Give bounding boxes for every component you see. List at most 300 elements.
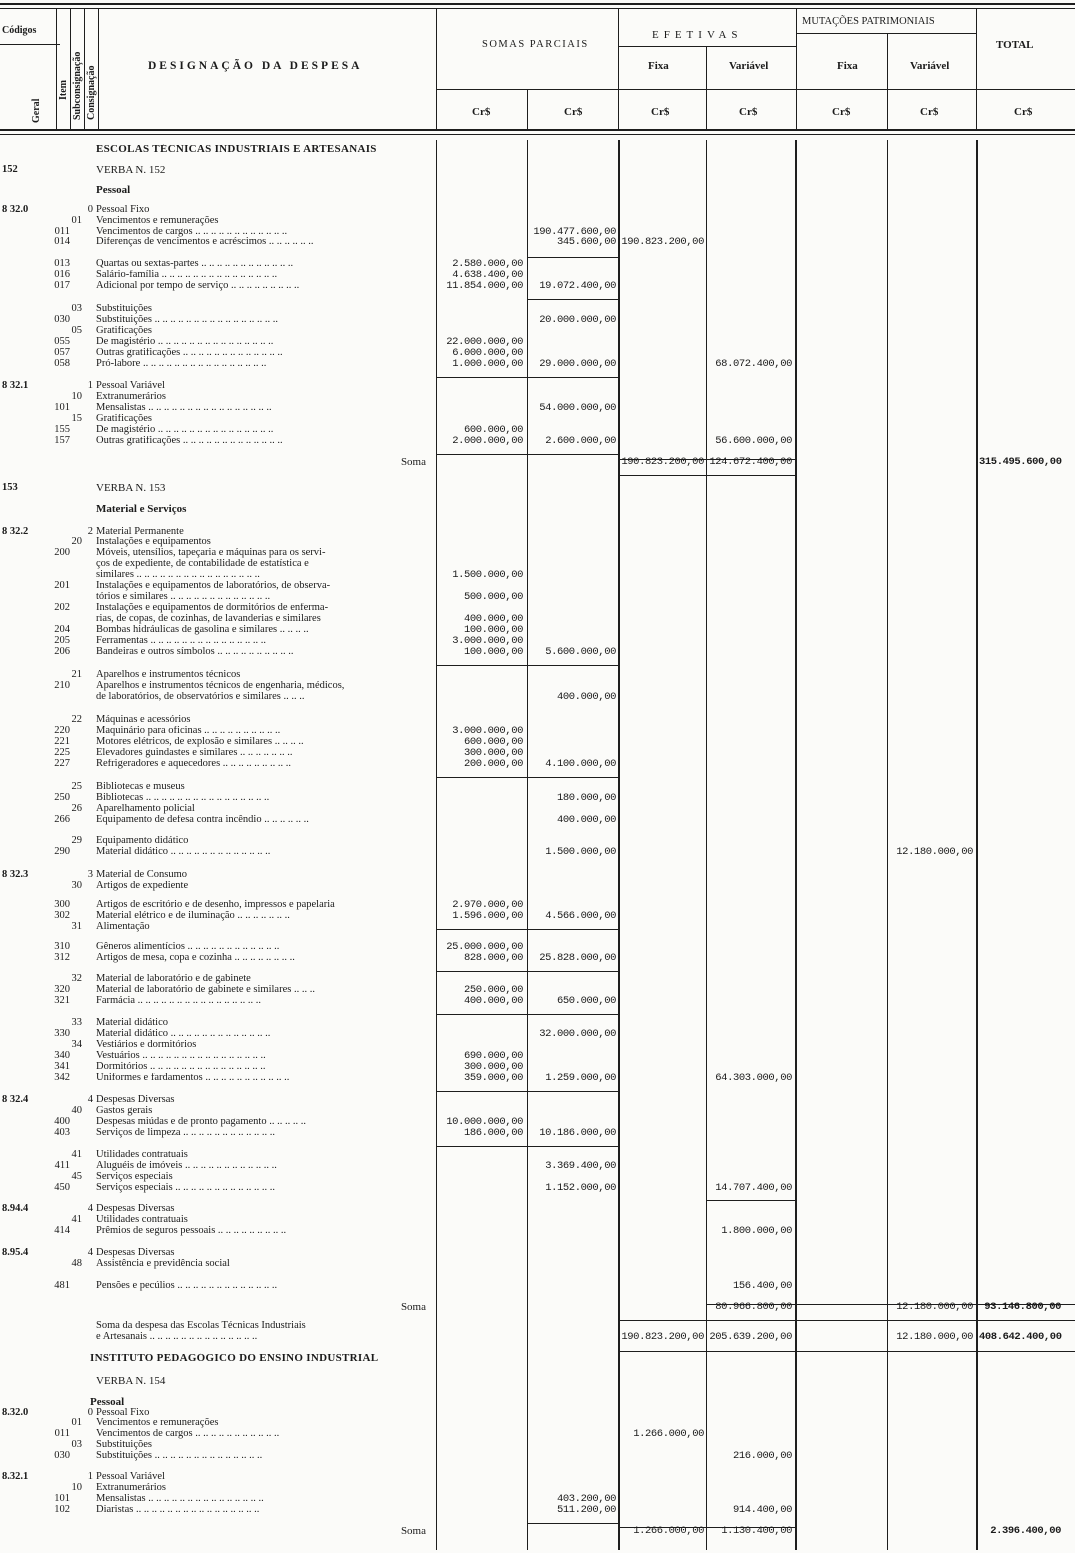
code-subconsignacao: 10	[71, 391, 82, 402]
partial-rule-10	[436, 1091, 618, 1092]
expense-designation: Gratificações	[96, 414, 152, 424]
code-item: 220	[54, 725, 70, 736]
partial-sum-2: 10.186.000,00	[539, 1127, 616, 1139]
code-geral: 153	[2, 482, 18, 493]
code-subconsignacao: 25	[71, 781, 82, 792]
header-consignacao: Consignação	[86, 65, 97, 120]
expense-designation: Substituições	[96, 1440, 153, 1450]
header-currency-p1: Cr$	[472, 106, 491, 118]
expense-designation: Quartas ou sextas-partes .. .. .. .. .. .. .. .. .. .. .. ..	[96, 259, 294, 269]
header-currency-mf: Cr$	[832, 106, 851, 118]
code-subconsignacao: 34	[71, 1039, 82, 1050]
expense-designation: Mensalistas .. .. .. .. .. .. .. .. .. .. .. .. .. .. ..	[96, 1494, 264, 1504]
header-rule-mutacoes	[796, 33, 976, 34]
partial-rule-8	[436, 971, 618, 972]
expense-designation: Uniformes e fardamentos .. .. .. .. .. .. .. .. .. .. ..	[96, 1073, 290, 1083]
code-item: 403	[54, 1127, 70, 1138]
expense-designation: Despesas Diversas	[96, 1248, 175, 1258]
expense-designation: Gratificações	[96, 326, 152, 336]
expense-designation: VERBA N. 152	[96, 165, 166, 176]
partial-sum-1: 828.000,00	[463, 952, 523, 964]
partial-sum-2: 1.259.000,00	[545, 1072, 616, 1084]
code-item: 290	[54, 846, 70, 857]
expense-designation: Serviços de limpeza .. .. .. .. .. .. .. .. .. .. .. ..	[96, 1128, 276, 1138]
partial-sum-2: 3.369.400,00	[545, 1160, 616, 1172]
partial-sum-2: 180.000,00	[556, 792, 616, 804]
code-subconsignacao: 21	[71, 669, 82, 680]
header-rule-currency	[436, 89, 1075, 90]
total-value: 408.642.400,00	[979, 1331, 1062, 1343]
code-item: 250	[54, 792, 70, 803]
code-item: 266	[54, 814, 70, 825]
header-rule-codes	[0, 44, 60, 45]
expense-designation: Artigos de mesa, copa e cozinha .. .. .. .. .. .. .. ..	[96, 953, 295, 963]
code-geral: 8 32.4	[2, 1094, 29, 1105]
partial-sum-1: 2.000.000,00	[452, 435, 523, 447]
partial-sum-1: 500.000,00	[463, 591, 523, 603]
expense-designation: Gêneros alimentícios .. .. .. .. .. .. .. .. .. .. .. ..	[96, 942, 280, 952]
expense-designation: Vestuários .. .. .. .. .. .. .. .. .. .. .. .. .. .. .. ..	[96, 1051, 266, 1061]
partial-rule-3	[436, 377, 618, 378]
expense-designation: Pessoal Fixo	[96, 1408, 150, 1418]
partial-rule-4	[436, 454, 618, 455]
code-geral: 8 32.1	[2, 380, 29, 391]
code-item: 102	[54, 1504, 70, 1515]
expense-designation: Despesas Diversas	[96, 1204, 175, 1214]
header-col-line-mf	[887, 33, 888, 130]
code-item: 011	[54, 1428, 70, 1439]
partial-sum-1: 250.000,00	[463, 984, 523, 996]
code-item: 414	[54, 1225, 70, 1236]
code-item: 300	[54, 899, 70, 910]
code-item: 014	[54, 236, 70, 247]
code-geral: 8 32.2	[2, 526, 29, 537]
partial-sum-2: 403.200,00	[556, 1493, 616, 1505]
code-subconsignacao: 40	[71, 1105, 82, 1116]
code-item: 055	[54, 336, 70, 347]
total-value: 2.396.400,00	[990, 1525, 1061, 1537]
code-item: 201	[54, 580, 70, 591]
header-rule-efetivas	[618, 46, 796, 47]
code-item: 340	[54, 1050, 70, 1061]
expense-designation: Pessoal	[90, 1397, 125, 1408]
efetiva-fixa: 1.266.000,00	[633, 1428, 704, 1440]
soma-rule-153-bottom	[618, 1320, 1075, 1321]
code-consignacao: 3	[87, 869, 93, 880]
partial-rule-2	[527, 299, 618, 300]
partial-sum-1: 10.000.000,00	[446, 1116, 523, 1128]
expense-designation: Vencimentos de cargos .. .. .. .. .. .. .. .. .. .. ..	[96, 1429, 280, 1439]
expense-designation: VERBA N. 154	[96, 1376, 166, 1387]
efetiva-variavel: 80.966.800,00	[715, 1301, 792, 1313]
partial-sum-1: 3.000.000,00	[452, 635, 523, 647]
code-consignacao: 4	[87, 1247, 93, 1258]
expense-designation: Adicional por tempo de serviço .. .. .. .. .. .. .. .. ..	[96, 281, 300, 291]
code-item: 227	[54, 758, 70, 769]
header-efetivas: EFETIVAS	[652, 29, 743, 41]
code-subconsignacao: 45	[71, 1171, 82, 1182]
header-col-line-p2	[618, 9, 619, 130]
code-item: 030	[54, 314, 70, 325]
efetiva-variavel: 914.400,00	[732, 1504, 792, 1516]
expense-designation: Aparelhamento policial	[96, 804, 195, 814]
code-item: 221	[54, 736, 70, 747]
expense-designation: Material elétrico e de iluminação .. .. .. .. .. .. ..	[96, 911, 290, 921]
code-subconsignacao: 30	[71, 880, 82, 891]
expense-designation: Aluguéis de imóveis .. .. .. .. .. .. .. .. .. .. .. ..	[96, 1161, 277, 1171]
partial-sum-1: 25.000.000,00	[446, 941, 523, 953]
expense-designation: Outras gratificações .. .. .. .. .. .. .. .. .. .. .. .. ..	[96, 436, 283, 446]
efetiva-fixa: 1.266.000,00	[633, 1525, 704, 1537]
mutacao-variavel: 12.180.000,00	[896, 1331, 973, 1343]
partial-rule-5	[436, 665, 618, 666]
expense-designation: Pessoal Fixo	[96, 205, 150, 215]
expense-designation: Serviços especiais	[96, 1172, 173, 1182]
code-subconsignacao: 26	[71, 803, 82, 814]
expense-designation: Pessoal	[96, 185, 131, 196]
efetiva-variavel: 14.707.400,00	[715, 1182, 792, 1194]
code-consignacao: 1	[87, 380, 93, 391]
partial-sum-1: 690.000,00	[463, 1050, 523, 1062]
code-subconsignacao: 20	[71, 536, 82, 547]
expense-designation: Serviços especiais .. .. .. .. .. .. .. .. .. .. .. .. ..	[96, 1183, 276, 1193]
code-geral: 8.94.4	[2, 1203, 29, 1214]
expense-designation: Vencimentos de cargos .. .. .. .. .. .. .. .. .. .. .. ..	[96, 227, 288, 237]
partial-sum-1: 300.000,00	[463, 747, 523, 759]
partial-sum-2: 511.200,00	[556, 1504, 616, 1516]
expense-designation: Vestiários e dormitórios	[96, 1040, 197, 1050]
header-designacao: DESIGNAÇÃO DA DESPESA	[148, 60, 363, 72]
total-value: 315.495.600,00	[979, 456, 1062, 468]
header-currency-total: Cr$	[1014, 106, 1033, 118]
expense-designation: Maquinário para oficinas .. .. .. .. .. .. .. .. .. ..	[96, 726, 281, 736]
code-item: 400	[54, 1116, 70, 1127]
code-subconsignacao: 41	[71, 1214, 82, 1225]
partial-sum-1: 200.000,00	[463, 758, 523, 770]
header-efetivas-fixa: Fixa	[648, 60, 669, 72]
code-subconsignacao: 15	[71, 413, 82, 424]
body-col-line-mv	[887, 140, 888, 1550]
partial-sum-2: 20.000.000,00	[539, 314, 616, 326]
code-item: 011	[54, 226, 70, 237]
header-mutacoes-fixa: Fixa	[837, 60, 858, 72]
expense-designation: Material didático .. .. .. .. .. .. .. .. .. .. .. .. ..	[96, 1029, 271, 1039]
expense-designation: Utilidades contratuais	[96, 1215, 188, 1225]
partial-rule-13	[527, 1523, 618, 1524]
code-subconsignacao: 22	[71, 714, 82, 725]
code-item: 200	[54, 547, 70, 558]
expense-designation: Aparelhos e instrumentos técnicos de engenharia, médicos,	[96, 681, 345, 691]
expense-designation: Bibliotecas e museus	[96, 782, 185, 792]
header-currency-mv: Cr$	[920, 106, 939, 118]
header-bottom-rule	[0, 129, 1075, 131]
efetiva-variavel: 64.303.000,00	[715, 1072, 792, 1084]
expense-designation: Artigos de escritório e de desenho, impressos e papelaria	[96, 900, 335, 910]
expense-designation: Gastos gerais	[96, 1106, 153, 1116]
expense-designation: ços de expediente, de contabilidade de estatística e	[96, 559, 309, 569]
expense-designation: Artigos de expediente	[96, 881, 189, 891]
partial-sum-2: 32.000.000,00	[539, 1028, 616, 1040]
partial-sum-1: 100.000,00	[463, 646, 523, 658]
partial-rule-1	[527, 257, 618, 258]
code-item: 030	[54, 1450, 70, 1461]
code-item: 017	[54, 280, 70, 291]
code-item: 320	[54, 984, 70, 995]
expense-designation: Vencimentos e remunerações	[96, 216, 219, 226]
soma-rule-152-bottom	[618, 475, 796, 476]
partial-sum-2: 400.000,00	[556, 691, 616, 703]
expense-designation: Utilidades contratuais	[96, 1150, 188, 1160]
header-mutacoes-variavel: Variável	[910, 60, 950, 72]
partial-sum-2: 29.000.000,00	[539, 358, 616, 370]
partial-sum-1: 6.000.000,00	[452, 347, 523, 359]
efetiva-variavel: 216.000,00	[732, 1450, 792, 1462]
expense-designation: Substituições .. .. .. .. .. .. .. .. .. .. .. .. .. .. .. ..	[96, 315, 279, 325]
expense-designation: Mensalistas .. .. .. .. .. .. .. .. .. .. .. .. .. .. .. ..	[96, 403, 272, 413]
expense-designation: rias, de copas, de cozinhas, de lavanderias e similares	[96, 614, 321, 624]
expense-designation: Diferenças de vencimentos e acréscimos .. .. .. .. .. ..	[96, 237, 314, 247]
expense-designation: tórios e similares .. .. .. .. .. .. .. .. .. .. .. .. ..	[96, 592, 271, 602]
expense-designation: Extranumerários	[96, 392, 166, 402]
code-item: 202	[54, 602, 70, 613]
partial-sum-2: 19.072.400,00	[539, 280, 616, 292]
partial-sum-2: 5.600.000,00	[545, 646, 616, 658]
partial-sum-1: 600.000,00	[463, 424, 523, 436]
expense-designation: Instalações e equipamentos de dormitórios de enferma-	[96, 603, 329, 613]
code-geral: 8.95.4	[2, 1247, 29, 1258]
efetiva-variavel: 68.072.400,00	[715, 358, 792, 370]
code-item: 204	[54, 624, 70, 635]
code-subconsignacao: 10	[71, 1482, 82, 1493]
header-col-line-3	[84, 9, 85, 130]
efetiva-fixa: 190.823.200,00	[621, 456, 704, 468]
expense-designation: Bombas hidráulicas de gasolina e similares .. .. .. ..	[96, 625, 309, 635]
expense-designation: Outras gratificações .. .. .. .. .. .. .. .. .. .. .. .. ..	[96, 348, 283, 358]
expense-designation: Substituições .. .. .. .. .. .. .. .. .. .. .. .. .. ..	[96, 1451, 263, 1461]
header-currency-p2: Cr$	[564, 106, 583, 118]
code-item: 450	[54, 1182, 70, 1193]
code-consignacao: 1	[87, 1471, 93, 1482]
soma-rule-total-escolas	[618, 1351, 1075, 1352]
header-item: Item	[58, 80, 69, 100]
code-consignacao: 0	[87, 1407, 93, 1418]
code-consignacao: 4	[87, 1094, 93, 1105]
mutacao-variavel: 12.180.000,00	[896, 1301, 973, 1313]
expense-designation: Instalações e equipamentos	[96, 537, 211, 547]
expense-designation: Equipamento de defesa contra incêndio .. .. .. .. .. ..	[96, 815, 309, 825]
header-codigos: Códigos	[2, 25, 37, 36]
expense-designation: ESCOLAS TÉCNICAS INDUSTRIAIS E ARTESANAIS	[96, 144, 377, 155]
efetiva-variavel: 205.639.200,00	[709, 1331, 792, 1343]
code-geral: 8.32.0	[2, 1407, 29, 1418]
efetiva-variavel: 1.130.400,00	[721, 1525, 792, 1537]
code-subconsignacao: 48	[71, 1258, 82, 1269]
efetiva-variavel: 1.800.000,00	[721, 1225, 792, 1237]
expense-designation: Pessoal Variável	[96, 381, 165, 391]
partial-rule-12	[706, 1200, 796, 1201]
header-bottom-rule-inner	[0, 134, 1075, 135]
body-col-line-total	[976, 140, 978, 1550]
expense-designation: De magistério .. .. .. .. .. .. .. .. .. .. .. .. .. .. ..	[96, 337, 274, 347]
code-item: 342	[54, 1072, 70, 1083]
partial-rule-6	[436, 777, 618, 778]
code-item: 101	[54, 1493, 70, 1504]
expense-designation: Substituições	[96, 304, 153, 314]
header-col-line-desig	[436, 9, 437, 130]
code-item: 155	[54, 424, 70, 435]
expense-designation: de laboratórios, de observatórios e similares .. .. ..	[96, 692, 305, 702]
header-col-line-ev	[796, 9, 797, 130]
code-subconsignacao: 29	[71, 835, 82, 846]
header-col-line-4	[98, 9, 99, 130]
partial-sum-1: 2.580.000,00	[452, 258, 523, 270]
expense-designation: INSTITUTO PEDAGÓGICO DO ENSINO INDUSTRIAL	[90, 1353, 379, 1364]
expense-designation: VERBA N. 153	[96, 483, 166, 494]
partial-sum-2: 54.000.000,00	[539, 402, 616, 414]
code-geral: 8 32.0	[2, 204, 29, 215]
partial-rule-9	[436, 1014, 618, 1015]
expense-designation: De magistério .. .. .. .. .. .. .. .. .. .. .. .. .. .. ..	[96, 425, 274, 435]
partial-sum-2: 190.477.600,00	[533, 226, 616, 238]
code-item: 058	[54, 358, 70, 369]
expense-designation: Salário-família .. .. .. .. .. .. .. .. .. .. .. .. .. .. ..	[96, 270, 278, 280]
code-subconsignacao: 03	[71, 303, 82, 314]
code-subconsignacao: 31	[71, 921, 82, 932]
header-subconsignacao: Subconsignação	[72, 51, 83, 120]
expense-designation: Elevadores guindastes e similares .. .. .. .. .. .. ..	[96, 748, 293, 758]
partial-sum-1: 4.638.400,00	[452, 269, 523, 281]
partial-sum-1: 359.000,00	[463, 1072, 523, 1084]
code-subconsignacao: 01	[71, 215, 82, 226]
efetiva-variavel: 124.672.400,00	[709, 456, 792, 468]
header-col-line-2	[70, 9, 71, 130]
partial-sum-2: 2.600.000,00	[545, 435, 616, 447]
header-col-line-mv	[976, 9, 977, 130]
expense-designation: Extranumerários	[96, 1483, 166, 1493]
expense-designation: Pensões e pecúlios .. .. .. .. .. .. .. .. .. .. .. .. ..	[96, 1281, 278, 1291]
body-col-line-mf	[795, 140, 797, 1550]
top-rule-inner	[0, 8, 1075, 9]
partial-sum-1: 100.000,00	[463, 624, 523, 636]
partial-rule-11	[436, 1146, 618, 1147]
header-geral: Geral	[31, 98, 42, 123]
code-subconsignacao: 41	[71, 1149, 82, 1160]
code-consignacao: 4	[87, 1203, 93, 1214]
header-total: TOTAL	[996, 39, 1034, 51]
expense-designation: Material didático	[96, 1018, 169, 1028]
soma-label: Soma	[400, 1301, 426, 1313]
partial-sum-1: 11.854.000,00	[446, 280, 523, 292]
partial-sum-2: 1.152.000,00	[545, 1182, 616, 1194]
code-subconsignacao: 33	[71, 1017, 82, 1028]
code-item: 330	[54, 1028, 70, 1039]
expense-designation: Prêmios de seguros pessoais .. .. .. .. .. .. .. .. ..	[96, 1226, 287, 1236]
code-consignacao: 0	[87, 204, 93, 215]
code-subconsignacao: 01	[71, 1417, 82, 1428]
expense-designation: Material de laboratório e de gabinete	[96, 974, 251, 984]
expense-designation: Instalações e equipamentos de laboratórios, de observa-	[96, 581, 331, 591]
code-item: 016	[54, 269, 70, 280]
expense-designation: Despesas miúdas e de pronto pagamento .. .. .. .. ..	[96, 1117, 306, 1127]
top-rule	[0, 3, 1075, 5]
partial-sum-1: 300.000,00	[463, 1061, 523, 1073]
code-item: 321	[54, 995, 70, 1006]
expense-designation: Móveis, utensílios, tapeçaria e máquinas para os servi-	[96, 548, 326, 558]
body-col-line-ev	[706, 140, 707, 1550]
header-efetivas-variavel: Variável	[729, 60, 769, 72]
partial-sum-1: 186.000,00	[463, 1127, 523, 1139]
code-item: 312	[54, 952, 70, 963]
partial-sum-2: 25.828.000,00	[539, 952, 616, 964]
code-consignacao: 2	[87, 526, 93, 537]
code-item: 101	[54, 402, 70, 413]
expense-designation: Vencimentos e remunerações	[96, 1418, 219, 1428]
expense-designation: Equipamento didático	[96, 836, 189, 846]
efetiva-fixa: 190.823.200,00	[621, 1331, 704, 1343]
expense-designation: Pró-labore .. .. .. .. .. .. .. .. .. .. .. .. .. .. .. ..	[96, 359, 267, 369]
expense-designation: Máquinas e acessórios	[96, 715, 191, 725]
code-item: 157	[54, 435, 70, 446]
partial-sum-1: 1.000.000,00	[452, 358, 523, 370]
partial-sum-2: 4.566.000,00	[545, 910, 616, 922]
code-geral: 8 32.3	[2, 869, 29, 880]
header-currency-ev: Cr$	[739, 106, 758, 118]
partial-sum-2: 1.500.000,00	[545, 846, 616, 858]
partial-sum-2: 4.100.000,00	[545, 758, 616, 770]
code-subconsignacao: 32	[71, 973, 82, 984]
expense-designation: Material didático .. .. .. .. .. .. .. .. .. .. .. .. ..	[96, 847, 271, 857]
expense-designation: similares .. .. .. .. .. .. .. .. .. .. .. .. .. .. .. ..	[96, 570, 260, 580]
expense-designation: Bandeiras e outros símbolos .. .. .. .. .. .. .. .. .. ..	[96, 647, 294, 657]
efetiva-variavel: 56.600.000,00	[715, 435, 792, 447]
expense-designation: Bibliotecas .. .. .. .. .. .. .. .. .. .. .. .. .. .. .. ..	[96, 793, 270, 803]
code-subconsignacao: 05	[71, 325, 82, 336]
partial-sum-2: 345.600,00	[556, 236, 616, 248]
expense-designation: Assistência e previdência social	[96, 1259, 230, 1269]
header-mutacoes: MUTAÇÕES PATRIMONIAIS	[802, 16, 935, 27]
expense-designation: Material de laboratório de gabinete e similares .. .. ..	[96, 985, 315, 995]
expense-designation: Material Permanente	[96, 527, 184, 537]
header-col-line-ef	[706, 46, 707, 130]
expense-designation: Diaristas .. .. .. .. .. .. .. .. .. .. .. .. .. .. .. ..	[96, 1505, 260, 1515]
header-col-line-1	[56, 9, 57, 130]
partial-sum-1: 400.000,00	[463, 995, 523, 1007]
soma-label: Soma	[400, 1525, 426, 1537]
partial-sum-1: 400.000,00	[463, 613, 523, 625]
code-subconsignacao: 03	[71, 1439, 82, 1450]
soma-label: Soma	[400, 456, 426, 468]
partial-sum-1: 22.000.000,00	[446, 336, 523, 348]
partial-sum-1: 1.596.000,00	[452, 910, 523, 922]
mutacao-variavel: 12.180.000,00	[896, 846, 973, 858]
code-item: 225	[54, 747, 70, 758]
expense-designation: Farmácia .. .. .. .. .. .. .. .. .. .. .. .. .. .. .. ..	[96, 996, 262, 1006]
expense-designation: Aparelhos e instrumentos técnicos	[96, 670, 241, 680]
partial-sum-1: 2.970.000,00	[452, 899, 523, 911]
expense-designation: Soma da despesa das Escolas Técnicas Industriais	[96, 1321, 306, 1331]
expense-designation: Material e Serviços	[96, 504, 187, 515]
expense-designation: Dormitórios .. .. .. .. .. .. .. .. .. .. .. .. .. .. ..	[96, 1062, 266, 1072]
partial-sum-1: 600.000,00	[463, 736, 523, 748]
code-geral: 152	[2, 164, 18, 175]
code-item: 310	[54, 941, 70, 952]
efetiva-variavel: 156.400,00	[732, 1280, 792, 1292]
efetiva-fixa: 190.823.200,00	[621, 236, 704, 248]
expense-designation: Ferramentas .. .. .. .. .. .. .. .. .. .. .. .. .. .. ..	[96, 636, 267, 646]
total-value: 93.146.800,00	[984, 1301, 1061, 1313]
code-item: 302	[54, 910, 70, 921]
header-currency-ef: Cr$	[651, 106, 670, 118]
